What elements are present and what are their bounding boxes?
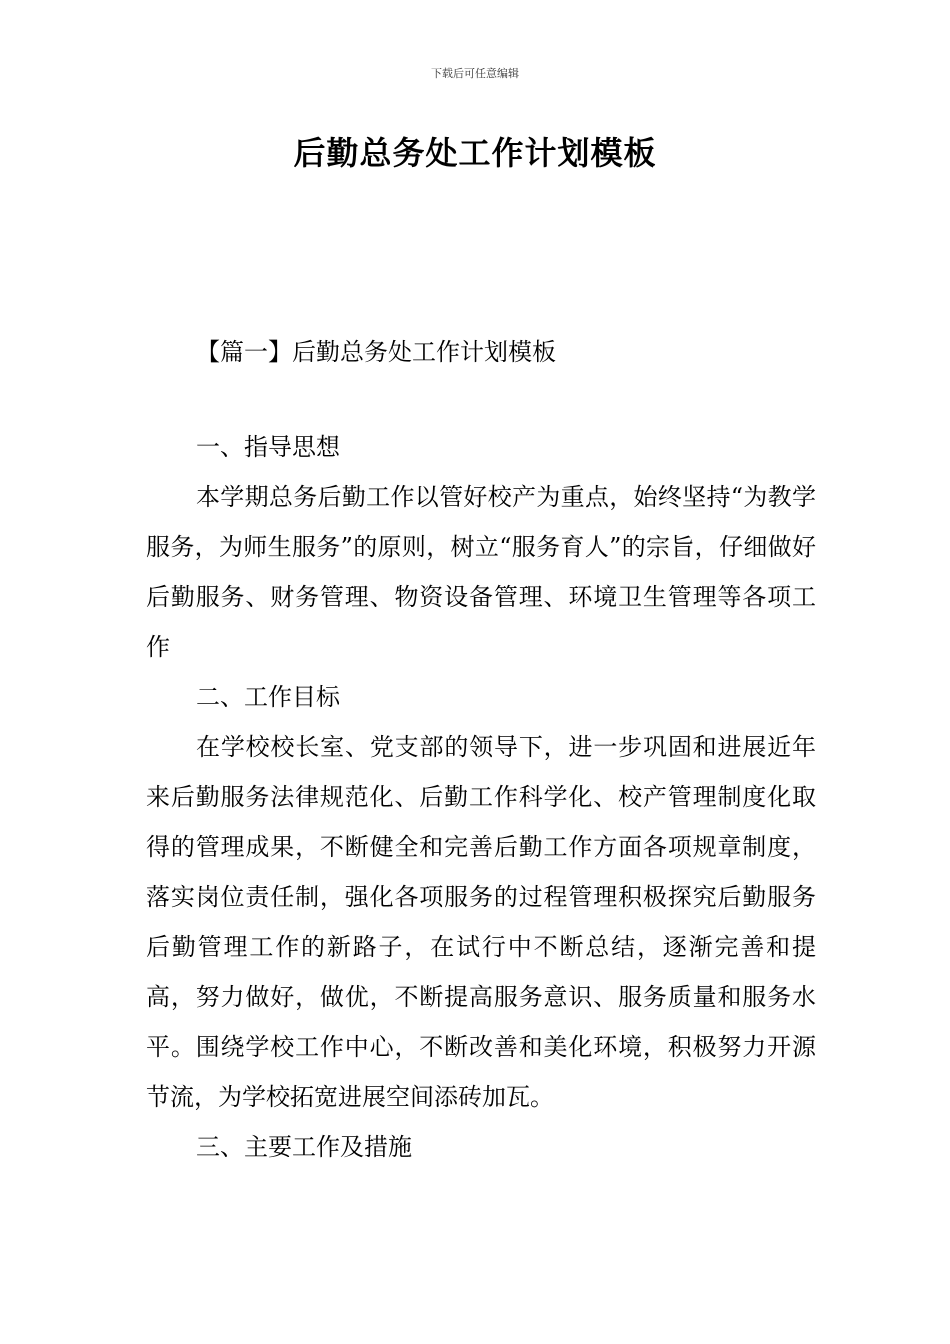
paragraph-guiding-ideology: 本学期总务后勤工作以管好校产为重点，始终坚持“为教学服务，为师生服务”的原则，树立“服务育人”的宗旨，仔细做好后勤服务、财务管理、物资设备管理、环境卫生管理等各项工作: [146, 483, 816, 661]
heading-guiding-ideology: 一、指导思想: [196, 433, 340, 461]
header-note: 下载后可任意编辑: [431, 67, 519, 80]
heading-main-work: 三、主要工作及措施: [196, 1133, 412, 1161]
document-body: [146, 422, 816, 1172]
document-title: 后勤总务处工作计划模板: [293, 134, 657, 172]
paragraph-work-goals: 在学校校长室、党支部的领导下，进一步巩固和进展近年来后勤服务法律规范化、后勤工作科学化、校产管理制度化取得的管理成果，不断健全和完善后勤工作方面各项规章制度，落实岗位责任制，强化各项服务的过程管理积极探究后勤服务后勤管理工作的新路子，在试行中不断总结，逐渐完善和提高，努力做好，做优，不断提高服务意识、服务质量和服务水平。围绕学校工作中心，不断改善和美化环境，积极努力开源节流，为学校拓宽进展空间添砖加瓦。: [146, 733, 816, 1111]
heading-work-goals: 二、工作目标: [196, 683, 340, 711]
section-heading: 【篇一】后勤总务处工作计划模板: [196, 338, 556, 366]
